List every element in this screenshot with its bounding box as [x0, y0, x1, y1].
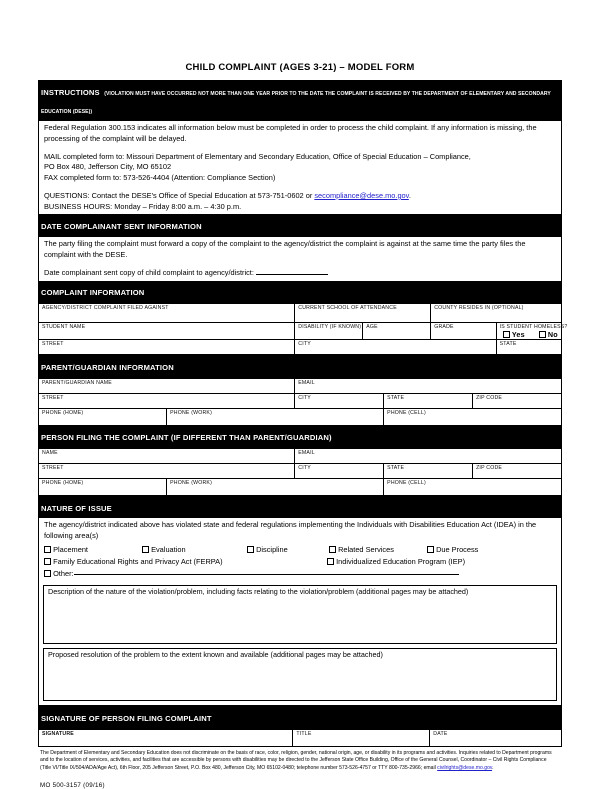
signature-table [38, 729, 562, 747]
field-agency-district[interactable] [39, 304, 295, 323]
field-student-city[interactable] [295, 340, 496, 355]
form-body [38, 62, 568, 789]
other-input[interactable] [74, 567, 459, 575]
description-input-area[interactable] [44, 597, 556, 643]
section-header-signature [38, 706, 562, 728]
field-parent-name[interactable] [39, 378, 295, 393]
field-signature[interactable] [39, 729, 293, 746]
date-sent-field-label: Date complainant sent copy of child complaint to agency/district: [44, 268, 254, 278]
option-discipline[interactable] [247, 544, 329, 555]
disclaimer-suffix: . [492, 765, 494, 772]
field-parent-state[interactable] [384, 393, 473, 408]
date-sent-bar-title: DATE COMPLAINANT SENT INFORMATION [41, 221, 202, 231]
field-label: NAME [42, 450, 58, 457]
field-date[interactable] [430, 729, 562, 746]
field-filer-phone-home[interactable] [39, 479, 167, 496]
field-age[interactable] [363, 323, 431, 340]
field-filer-state[interactable] [384, 464, 473, 479]
checkbox-due-process[interactable] [427, 546, 434, 553]
option-ferpa[interactable] [44, 556, 327, 567]
field-is-student-homeless [496, 323, 568, 340]
mail-line-1: MAIL completed form to: Missouri Department of Elementary and Secondary Education, Office of Special Education – Compliance, [44, 151, 471, 161]
field-label: ZIP CODE [476, 394, 503, 401]
field-label: PARENT/GUARDIAN NAME [42, 379, 112, 386]
field-filer-name[interactable] [39, 449, 295, 464]
person-filing-bar-title: PERSON FILING THE COMPLAINT (IF DIFFERENT THAN PARENT/GUARDIAN) [41, 433, 332, 443]
instructions-paragraph-1: Federal Regulation 300.153 indicates all information below must be completed in order to process the child complaint. If any information is missing, the processing of the complaint will be delayed. [44, 123, 537, 143]
field-label: EMAIL [298, 450, 315, 457]
field-county[interactable] [431, 304, 562, 323]
mail-line-2: PO Box 480, Jefferson City, MO 65102 [44, 162, 172, 172]
form-number: MO 500-3157 (09/16) [40, 781, 105, 789]
checkbox-placement[interactable] [44, 546, 51, 553]
questions-suffix: . [408, 190, 411, 200]
table-row [39, 729, 562, 746]
field-label: EMAIL [298, 379, 315, 386]
instructions-paragraphs [39, 121, 561, 214]
field-label: STATE [387, 394, 405, 401]
field-parent-phone-home[interactable] [39, 408, 167, 425]
table-row [39, 340, 562, 355]
parent-guardian-bar-title: PARENT/GUARDIAN INFORMATION [41, 362, 174, 372]
option-label: Placement [53, 545, 88, 555]
resolution-box[interactable] [43, 648, 557, 701]
table-row [39, 449, 562, 464]
field-label: STATE [387, 465, 405, 472]
issue-options-row-3 [39, 567, 561, 581]
nature-of-issue-bar-title: NATURE OF ISSUE [41, 503, 112, 513]
field-parent-email[interactable] [295, 378, 562, 393]
description-box[interactable] [43, 585, 557, 644]
date-sent-input[interactable] [256, 267, 328, 275]
resolution-input-area[interactable] [44, 660, 556, 700]
table-row [39, 464, 562, 479]
date-sent-body [38, 237, 562, 281]
business-hours-line: BUSINESS HOURS: Monday – Friday 8:00 a.m. – 4:30 p.m. [44, 201, 242, 211]
homeless-yes-label: Yes [511, 330, 525, 340]
issue-options-row-1 [39, 544, 561, 555]
field-label: PHONE (CELL) [387, 409, 426, 416]
checkbox-ferpa[interactable] [44, 558, 51, 565]
field-filer-phone-cell[interactable] [384, 479, 562, 496]
spacer [44, 260, 557, 267]
field-label: PHONE (WORK) [170, 480, 213, 487]
field-label: AGENCY/DISTRICT COMPLAINT FILED AGAINST [42, 305, 169, 312]
field-label: STREET [42, 394, 64, 401]
field-label: CITY [298, 465, 311, 472]
instructions-body [38, 121, 562, 214]
section-header-person-filing [38, 426, 562, 448]
instructions-bar-subtitle: (VIOLATION MUST HAVE OCCURRED NOT MORE THAN ONE YEAR PRIOR TO THE DATE THE COMPLAINT IS RECEIVED BY THE DEPARTMENT OF ELEMENTARY AND SECONDARY EDUCATION (DESE)) [41, 90, 551, 116]
parent-guardian-table [38, 378, 562, 426]
field-current-school[interactable] [295, 304, 431, 323]
checkbox-evaluation[interactable] [142, 546, 149, 553]
checkbox-iep[interactable] [327, 558, 334, 565]
field-filer-street[interactable] [39, 464, 295, 479]
field-student-street[interactable] [39, 340, 295, 355]
questions-text: QUESTIONS: Contact the DESE's Office of Special Education at 573-751-0602 or [44, 190, 315, 200]
field-label: PHONE (HOME) [42, 480, 84, 487]
field-parent-zip[interactable] [473, 393, 562, 408]
checkbox-related-services[interactable] [329, 546, 336, 553]
table-row [39, 479, 562, 496]
option-related-services[interactable] [329, 544, 427, 555]
field-label: ZIP CODE [476, 465, 503, 472]
section-header-date-sent [38, 214, 562, 236]
field-label: STATE [499, 341, 517, 348]
table-row [39, 408, 562, 425]
option-label: Related Services [338, 545, 394, 555]
table-row [39, 393, 562, 408]
section-header-complaint-information [38, 281, 562, 303]
nature-of-issue-intro: The agency/district indicated above has violated state and federal regulations implementing the Individuals with Disabilities Education Act (IDEA) in the following area(s) [44, 520, 537, 540]
field-label: CURRENT SCHOOL OF ATTENDANCE [298, 305, 397, 312]
section-header-nature-of-issue [38, 496, 562, 518]
option-label: Family Educational Rights and Privacy Act (FERPA) [53, 556, 223, 566]
field-label: PHONE (CELL) [387, 480, 426, 487]
field-filer-zip[interactable] [473, 464, 562, 479]
option-label: Evaluation [151, 545, 186, 555]
field-label: CITY [298, 341, 311, 348]
field-filer-phone-work[interactable] [167, 479, 384, 496]
section-header-instructions [38, 80, 562, 121]
field-parent-city[interactable] [295, 393, 384, 408]
field-parent-phone-cell[interactable] [384, 408, 562, 425]
other-label: Other: [53, 569, 74, 579]
option-label: Due Process [436, 545, 479, 555]
checkbox-homeless-yes[interactable] [503, 331, 510, 338]
person-filing-table [38, 448, 562, 496]
field-label: CITY [298, 394, 311, 401]
civilrights-email-link[interactable]: civilrights@dese.mo.gov [437, 765, 493, 772]
page-title: CHILD COMPLAINT (AGES 3-21) – MODEL FORM [185, 62, 415, 73]
fax-line: FAX completed form to: 573-526-4404 (Attention: Compliance Section) [44, 173, 276, 183]
field-label: PHONE (WORK) [170, 409, 213, 416]
table-row [39, 304, 562, 323]
questions-line [44, 191, 557, 202]
section-header-parent-guardian [38, 355, 562, 377]
field-label: SIGNATURE [42, 730, 74, 737]
field-label: STREET [42, 465, 64, 472]
option-label: Individualized Education Program (IEP) [336, 556, 466, 566]
option-evaluation[interactable] [142, 544, 247, 555]
homeless-no-label: No [547, 330, 558, 340]
signature-bar-title: SIGNATURE OF PERSON FILING COMPLAINT [41, 713, 212, 723]
checkbox-other[interactable] [44, 570, 51, 577]
instructions-bar-title: INSTRUCTIONS [41, 87, 100, 97]
spacer [44, 184, 557, 191]
complaint-information-table [38, 303, 568, 355]
resolution-caption: Proposed resolution of the problem to the extent known and available (additional pages may be attached) [48, 649, 383, 659]
field-label: STUDENT NAME [42, 324, 86, 331]
date-sent-paragraph: The party filing the complaint must forward a copy of the complaint to the agency/district the complaint is against at the same time the party files the complaint with the DESE. [44, 238, 526, 259]
field-filer-city[interactable] [295, 464, 384, 479]
field-student-state[interactable] [496, 340, 561, 355]
field-title[interactable] [293, 729, 430, 746]
field-student-name[interactable] [39, 323, 295, 340]
option-placement[interactable] [44, 544, 142, 555]
field-grade[interactable] [431, 323, 496, 340]
field-disability[interactable] [295, 323, 363, 340]
option-label: Discipline [256, 545, 288, 555]
field-label: DATE [433, 730, 448, 737]
field-parent-phone-work[interactable] [167, 408, 384, 425]
checkbox-discipline[interactable] [247, 546, 254, 553]
field-label: DISABILITY (IF KNOWN) [298, 324, 362, 331]
field-filer-email[interactable] [295, 449, 562, 464]
checkbox-homeless-no[interactable] [539, 331, 546, 338]
field-label: AGE [366, 324, 378, 331]
secompliance-email-link[interactable]: secompliance@dese.mo.gov [314, 190, 409, 200]
date-sent-paragraphs [39, 237, 561, 281]
description-caption: Description of the nature of the violation/problem, including facts relating to the violation/problem (additional pages may be attached) [48, 586, 469, 596]
field-parent-street[interactable] [39, 393, 295, 408]
table-row [39, 378, 562, 393]
option-iep[interactable] [327, 556, 465, 567]
date-sent-field-row [44, 267, 557, 279]
option-due-process[interactable] [427, 544, 478, 555]
field-label: TITLE [296, 730, 312, 737]
spacer [44, 145, 557, 152]
issue-options-row-2 [39, 556, 561, 567]
field-label: COUNTY RESIDES IN (OPTIONAL) [434, 305, 524, 312]
nature-of-issue-body [38, 518, 562, 706]
complaint-information-bar-title: COMPLAINT INFORMATION [41, 288, 145, 298]
field-label: STREET [42, 341, 64, 348]
field-label: GRADE [434, 324, 454, 331]
table-row [39, 323, 562, 340]
field-label: PHONE (HOME) [42, 409, 84, 416]
disclaimer-text: The Department of Elementary and Secondary Education does not discriminate on the basis of race, color, religion, gender, national origin, age, or disability in its programs and activities. Inquiries related to Department programs and to the location of services, activities, and facilities that are accessible by persons with disabilities may be directed to the Jefferson State Office Building, Office of the General Counsel, Coordinator – Civil Rights Compliance (Title VI/Title IX/504/ADA/Age Act), 6th Floor, 205 Jefferson Street, P.O. Box 480, Jefferson City, MO 65102-0480; telephone number 573-526-4757 or TTY 800-735-2966; email [40, 749, 552, 772]
footer-disclaimer [38, 747, 562, 773]
field-label: IS STUDENT HOMELESS? [499, 324, 568, 331]
homeless-options [500, 330, 561, 339]
